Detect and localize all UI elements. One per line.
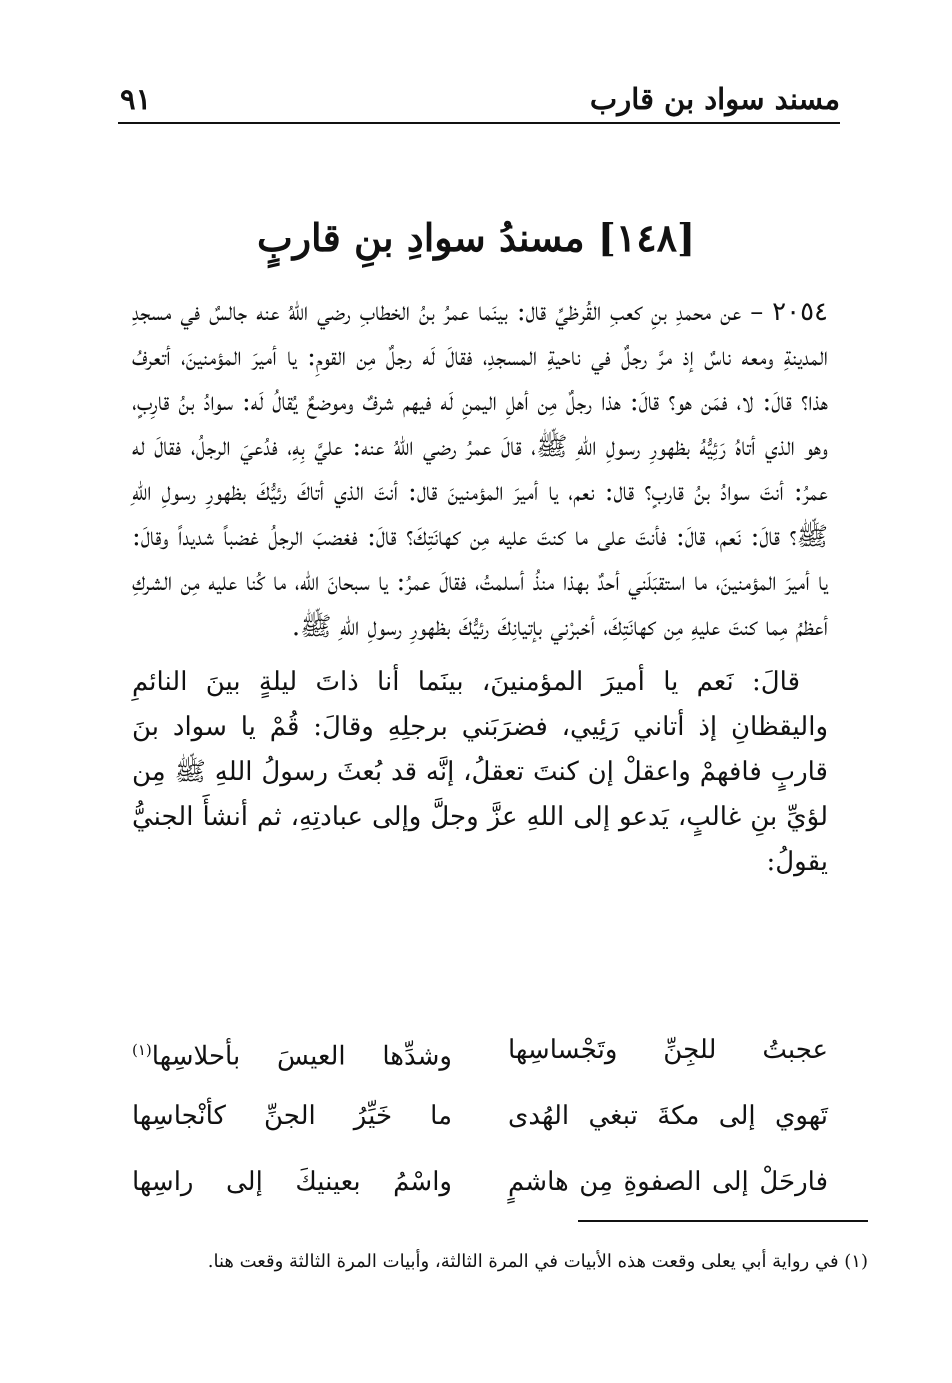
verse-first-hemistich: تَهوي إلى مكةَ تبغي الهُدى bbox=[508, 1101, 828, 1131]
verse-row bbox=[132, 1162, 828, 1228]
poem-verses bbox=[132, 1030, 828, 1228]
footnote-divider bbox=[578, 1220, 868, 1222]
verse-row bbox=[132, 1096, 828, 1162]
footnote: (١) في رواية أبي يعلى وقعت هذه الأبيات في المرة الثالثة، وأبيات المرة الثالثة وقعت هنا. bbox=[207, 1251, 868, 1272]
verse-first-hemistich: فارحَلْ إلى الصفوةِ مِن هاشمٍ bbox=[508, 1167, 828, 1197]
hadith-text bbox=[132, 290, 828, 885]
footnote-marker: (١) bbox=[132, 1041, 152, 1059]
paragraph-1: ٢٠٥٤ – عن محمدِ بنِ كعبِ القُرظيِّ قال: بينَما عمرُ بنُ الخطابِ رضي اللهُ عنه جالسٌ في مسجدِ المدينةِ ومعه ناسٌ إذ مرَّ رجلٌ في ناحيةِ المسجدِ، فقالَ لَه رجلٌ مِن القومِ: يا أميرَ المؤمنينَ، أتعرفُ هذا؟ قالَ: لا، فمَن هو؟ قالَ: هذا رجلٌ مِن أهلِ اليمنِ لَه فيهم شرفٌ وموضعٌ يُقالُ لَه: سوادُ بنُ قارِبٍ، وهو الذي أتاهُ رَئِيُّهُ بظهورِ رسولِ اللهِ ﷺ، قالَ عمرُ رضي اللهُ عنه: عليَّ بِهِ، فدُعيَ الرجلُ، فقالَ له عمرُ: أنتَ سوادُ بنُ قاربٍ؟ قال: نعم، يا أميرَ المؤمنينَ قال: أنتَ الذي أتاكَ رئيُّكَ بظهورِ رسولِ اللهِ ﷺ؟ قالَ: نَعم، قالَ: فأنتَ على ما كنتَ عليه مِن كهانَتِكَ؟ قالَ: فغضبَ الرجلُ غضباً شديداً وقالَ: يا أميرَ المؤمنينَ، ما استقبَلَني أحدٌ بهذا منذُ أسلمتُ، فقالَ عمرُ: يا سبحانَ الله، ما كُنا عليه مِن الشركِ أعظمُ مِما كنتَ عليهِ مِن كهانَتِكَ، أخبرْني بإتيانِكَ رئيُّكَ بظهورِ رسولِ اللهِ ﷺ. bbox=[132, 297, 828, 642]
verse-second-hemistich: ما خَيِّرُ الجنِّ كأنْجاسِها bbox=[132, 1101, 452, 1131]
verse-second-hemistich bbox=[132, 1030, 452, 1077]
section-title: [١٤٨] مسندُ سوادِ بنِ قاربٍ bbox=[256, 215, 696, 260]
running-header bbox=[118, 78, 840, 124]
page-number: ٩١ bbox=[120, 82, 152, 116]
paragraph-2: قالَ: نَعم يا أميرَ المؤمنينَ، بينَما أنا ذاتَ ليلةٍ بينَ النائمِ واليقظانِ إذ أتاني رَئِيي، فضرَبَني برجلِهِ وقالَ: قُمْ يا سواد بنَ قاربٍ فافهمْ واعقلْ إن كنتَ تعقلُ، إنَّه قد بُعثَ رسولُ اللهِ ﷺ مِن لؤيِّ بنِ غالبٍ، يَدعو إلى اللهِ عزَّ وجلَّ وإلى عبادتِهِ، ثم أنشأَ الجنيُّ يقولُ: bbox=[132, 667, 829, 877]
running-title: مسند سواد بن قارب bbox=[589, 82, 840, 116]
verse-first-hemistich: عجبتُ للجِنِّ وتَجْساسِها bbox=[508, 1035, 828, 1065]
verse-row bbox=[132, 1030, 828, 1096]
verse-second-hemistich-text: وشدِّها العيسَ بأحلاسِها bbox=[151, 1041, 452, 1072]
verse-second-hemistich: واسْمُ بعينيكَ إلى راسِها bbox=[132, 1167, 452, 1197]
